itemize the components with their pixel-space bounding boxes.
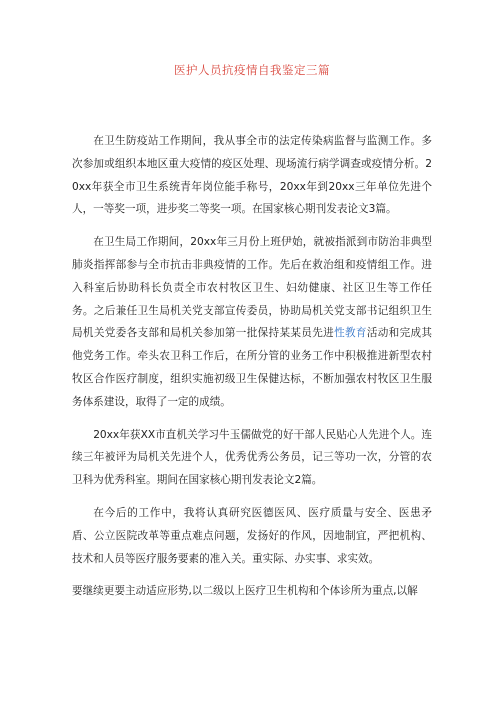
education-link[interactable]: 性教育 <box>334 327 367 340</box>
paragraph-awards: 20xx年获XX市直机关学习牛玉儒做党的好干部人民贴心人先进个人。连续三年被评为局机关先进个人，优秀优秀公务员，记三等功一次，分管的农卫科为优秀科室。期间在国家核心期刊发表论文2篇。 <box>72 428 432 487</box>
paragraph-continuation: 要继续更要主动适应形势,以二级以上医疗卫生机构和个体诊所为重点,以解 <box>72 585 418 598</box>
paragraph-health-bureau <box>72 231 432 413</box>
document-title: 医护人员抗疫情自我鉴定三篇 <box>174 63 330 77</box>
paragraph-future-work: 在今后的工作中，我将认真研究医德医风、医疗质量与安全、医患矛盾、公立医院改革等重点难点问题，发扬好的作风，因地制宜，严把机构、技术和人员等医疗服务要素的准入关。重实际、办实事、求实效。 <box>72 506 432 565</box>
paragraph-text-before-link: 在卫生局工作期间，20xx年三月份上班伊始，就被指派到市防治非典型肺炎指挥部参与全市抗击非典疫情的工作。先后在救治组和疫情组工作。进入科室后协助科长负责全市农村牧区卫生、妇幼健康、社区卫生等工作任务。之后兼任卫生局机关党支部宣传委员，协助局机关党支部书记组织卫生局机关党委各支部和局机关参加第一批保持某某员先进 <box>72 236 432 340</box>
paragraph-text-after-link: 活动和完成其他党务工作。牵头农卫科工作后，在所分管的业务工作中积极推进新型农村牧区合作医疗制度，组织实施初级卫生保健达标，不断加强农村牧区卫生服务体系建设，取得了一定的成绩。 <box>72 327 433 408</box>
paragraph-epidemic-station: 在卫生防疫站工作期间，我从事全市的法定传染病监督与监测工作。多次参加或组织本地区重大疫情的疫区处理、现场流行病学调查或疫情分析。20xx年获全市卫生系统青年岗位能手称号，20xx年到20xx三年单位先进个人，一等奖一项，进步奖二等奖一项。在国家核心期刊发表论文3篇。 <box>72 135 432 216</box>
